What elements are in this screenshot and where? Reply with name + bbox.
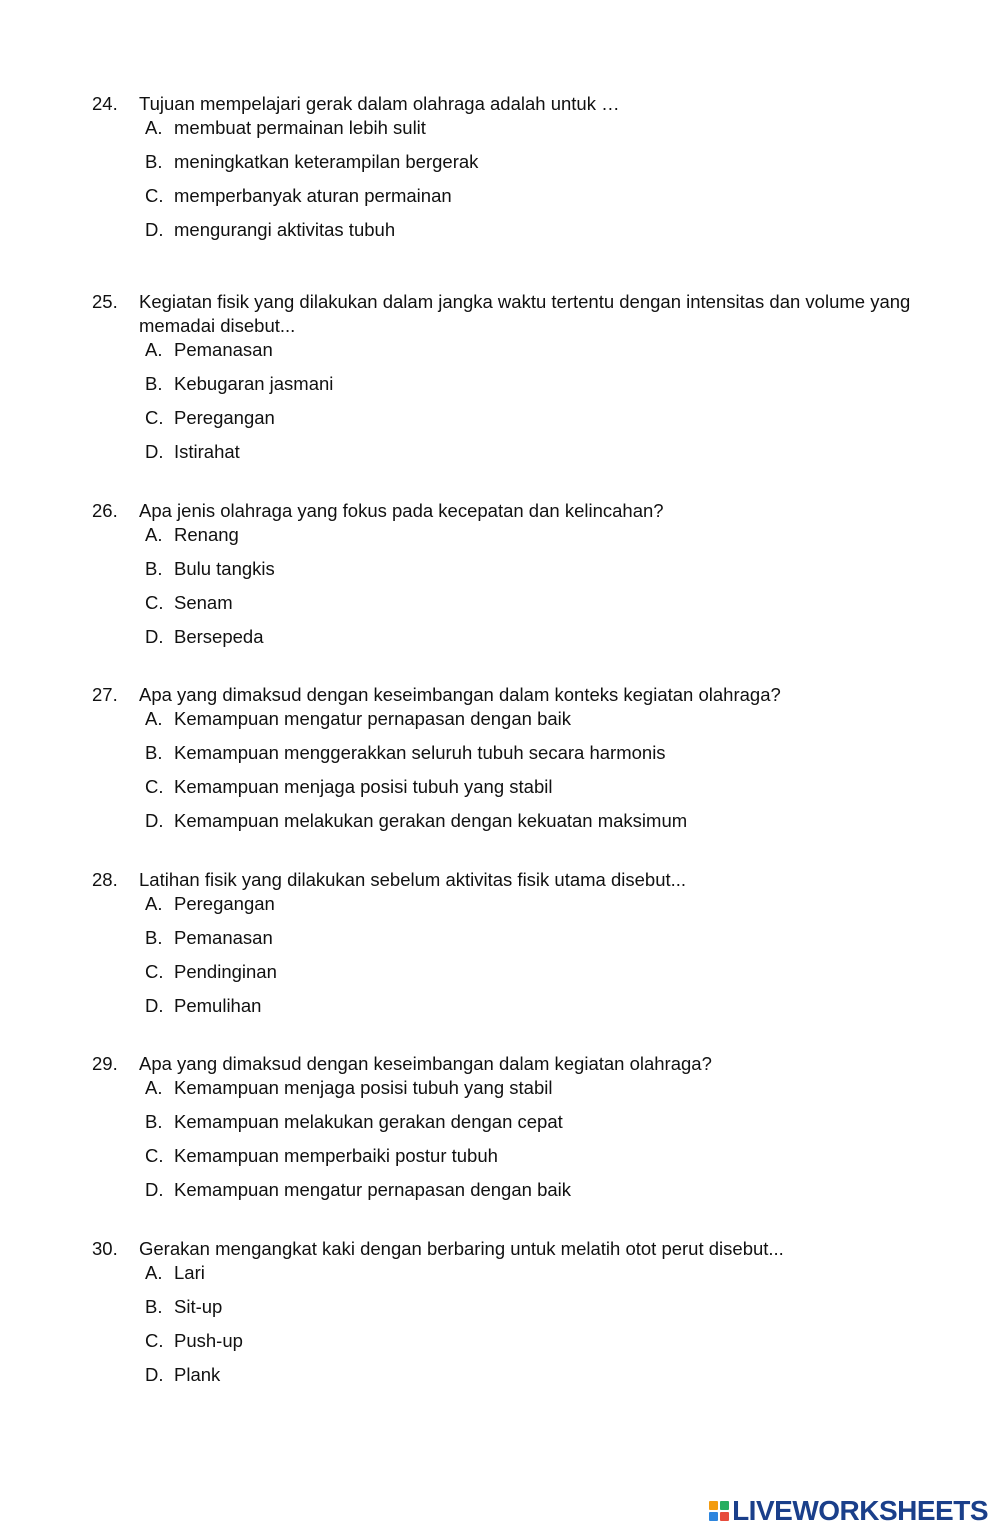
question-text: Latihan fisik yang dilakukan sebelum aktivitas fisik utama disebut... <box>139 869 687 890</box>
question-text: Apa yang dimaksud dengan keseimbangan dalam kegiatan olahraga? <box>139 1053 712 1074</box>
logo-square <box>709 1512 718 1521</box>
option-letter: C. <box>145 592 164 613</box>
answer-option-a[interactable] <box>92 707 922 741</box>
answer-option-a[interactable] <box>92 338 922 372</box>
question-25 <box>92 290 922 474</box>
option-text: Pendinginan <box>174 961 277 982</box>
answer-option-d[interactable] <box>92 625 922 659</box>
option-letter: D. <box>145 1364 164 1385</box>
option-letter: C. <box>145 961 164 982</box>
logo-square <box>720 1512 729 1521</box>
answer-option-b[interactable] <box>92 926 922 960</box>
answer-option-a[interactable] <box>92 1261 922 1295</box>
question-27 <box>92 683 922 843</box>
option-letter: D. <box>145 810 164 831</box>
question-24 <box>92 92 922 252</box>
answer-option-d[interactable] <box>92 994 922 1028</box>
option-letter: D. <box>145 219 164 240</box>
option-letter: A. <box>145 708 163 729</box>
option-text: mengurangi aktivitas tubuh <box>174 219 396 240</box>
option-letter: B. <box>145 1111 163 1132</box>
option-text: Kemampuan melakukan gerakan dengan kekuatan maksimum <box>174 810 688 831</box>
question-28 <box>92 868 922 1028</box>
answer-option-d[interactable] <box>92 809 922 843</box>
question-text: Tujuan mempelajari gerak dalam olahraga adalah untuk … <box>139 93 620 114</box>
liveworksheets-logo[interactable] <box>709 1496 988 1526</box>
answer-option-c[interactable] <box>92 1329 922 1363</box>
option-letter: A. <box>145 117 163 138</box>
option-letter: B. <box>145 1296 163 1317</box>
answer-option-c[interactable] <box>92 591 922 625</box>
answer-option-a[interactable] <box>92 1076 922 1110</box>
option-letter: B. <box>145 373 163 394</box>
liveworksheets-logo-icon <box>709 1501 729 1521</box>
option-text: Pemanasan <box>174 339 273 360</box>
answer-option-c[interactable] <box>92 406 922 440</box>
option-letter: A. <box>145 339 163 360</box>
answer-option-d[interactable] <box>92 1178 922 1212</box>
logo-square <box>720 1501 729 1510</box>
question-stem <box>92 868 922 892</box>
question-number: 27. <box>92 684 118 705</box>
option-letter: B. <box>145 558 163 579</box>
question-number: 29. <box>92 1053 118 1074</box>
option-text: Kebugaran jasmani <box>174 373 334 394</box>
question-stem <box>92 683 922 707</box>
question-number: 26. <box>92 500 118 521</box>
option-text: Peregangan <box>174 893 275 914</box>
option-letter: C. <box>145 776 164 797</box>
option-letter: C. <box>145 407 164 428</box>
question-29 <box>92 1052 922 1212</box>
option-text: Peregangan <box>174 407 275 428</box>
option-text: Bersepeda <box>174 626 264 647</box>
question-number: 30. <box>92 1238 118 1259</box>
option-letter: A. <box>145 1262 163 1283</box>
question-text: Gerakan mengangkat kaki dengan berbaring untuk melatih otot perut disebut... <box>139 1238 784 1259</box>
question-text: Apa yang dimaksud dengan keseimbangan dalam konteks kegiatan olahraga? <box>139 684 781 705</box>
option-text: Bulu tangkis <box>174 558 275 579</box>
option-letter: C. <box>145 1330 164 1351</box>
option-text: Istirahat <box>174 441 240 462</box>
answer-option-c[interactable] <box>92 184 922 218</box>
question-stem <box>92 1237 922 1261</box>
answer-option-b[interactable] <box>92 1110 922 1144</box>
answer-option-c[interactable] <box>92 1144 922 1178</box>
option-text: membuat permainan lebih sulit <box>174 117 426 138</box>
option-text: meningkatkan keterampilan bergerak <box>174 151 479 172</box>
option-letter: D. <box>145 626 164 647</box>
option-letter: D. <box>145 995 164 1016</box>
question-30 <box>92 1237 922 1397</box>
option-text: memperbanyak aturan permainan <box>174 185 452 206</box>
answer-option-c[interactable] <box>92 960 922 994</box>
option-text: Pemanasan <box>174 927 273 948</box>
question-text: Apa jenis olahraga yang fokus pada kecepatan dan kelincahan? <box>139 500 664 521</box>
answer-option-c[interactable] <box>92 775 922 809</box>
option-text: Senam <box>174 592 233 613</box>
question-number: 28. <box>92 869 118 890</box>
answer-option-d[interactable] <box>92 218 922 252</box>
answer-option-d[interactable] <box>92 440 922 474</box>
question-number: 25. <box>92 291 118 312</box>
option-text: Lari <box>174 1262 205 1283</box>
answer-option-a[interactable] <box>92 523 922 557</box>
option-letter: A. <box>145 893 163 914</box>
question-stem <box>92 290 922 338</box>
question-text: Kegiatan fisik yang dilakukan dalam jangka waktu tertentu dengan intensitas dan volume yang memadai disebut... <box>139 291 911 336</box>
question-26 <box>92 499 922 659</box>
option-letter: B. <box>145 927 163 948</box>
option-text: Kemampuan melakukan gerakan dengan cepat <box>174 1111 563 1132</box>
answer-option-b[interactable] <box>92 741 922 775</box>
answer-option-d[interactable] <box>92 1363 922 1397</box>
question-stem <box>92 1052 922 1076</box>
answer-option-b[interactable] <box>92 557 922 591</box>
option-text: Kemampuan menjaga posisi tubuh yang stabil <box>174 1077 553 1098</box>
option-text: Kemampuan mengatur pernapasan dengan baik <box>174 1179 572 1200</box>
logo-text: LIVEWORKSHEETS <box>732 1495 988 1526</box>
answer-option-b[interactable] <box>92 150 922 184</box>
option-letter: D. <box>145 441 164 462</box>
question-stem <box>92 499 922 523</box>
answer-option-b[interactable] <box>92 372 922 406</box>
option-letter: A. <box>145 1077 163 1098</box>
answer-option-b[interactable] <box>92 1295 922 1329</box>
answer-option-a[interactable] <box>92 116 922 150</box>
question-number: 24. <box>92 93 118 114</box>
question-stem <box>92 92 922 116</box>
option-text: Sit-up <box>174 1296 223 1317</box>
option-text: Push-up <box>174 1330 243 1351</box>
option-text: Kemampuan memperbaiki postur tubuh <box>174 1145 498 1166</box>
answer-option-a[interactable] <box>92 892 922 926</box>
option-letter: A. <box>145 524 163 545</box>
option-letter: C. <box>145 185 164 206</box>
option-text: Kemampuan menggerakkan seluruh tubuh secara harmonis <box>174 742 666 763</box>
option-letter: D. <box>145 1179 164 1200</box>
option-text: Plank <box>174 1364 221 1385</box>
option-text: Kemampuan menjaga posisi tubuh yang stabil <box>174 776 553 797</box>
option-letter: B. <box>145 742 163 763</box>
option-text: Pemulihan <box>174 995 262 1016</box>
option-text: Kemampuan mengatur pernapasan dengan baik <box>174 708 572 729</box>
option-letter: B. <box>145 151 163 172</box>
option-text: Renang <box>174 524 239 545</box>
logo-square <box>709 1501 718 1510</box>
option-letter: C. <box>145 1145 164 1166</box>
